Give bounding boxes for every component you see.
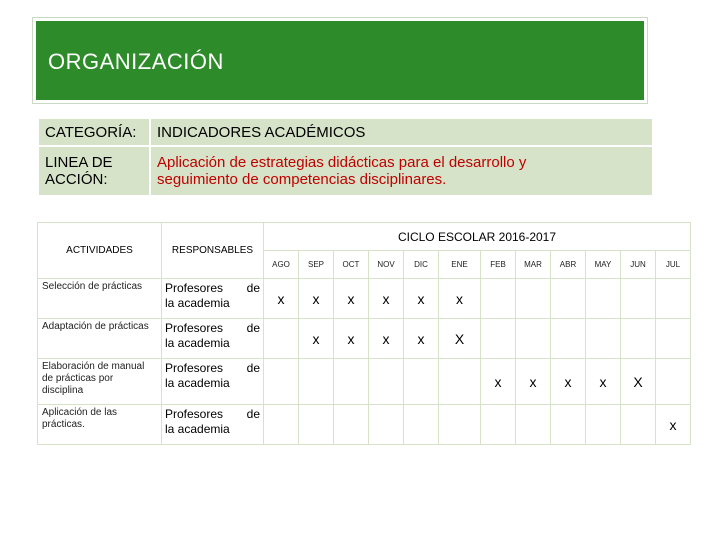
schedule-mark [656,359,691,405]
schedule-mark [551,279,586,319]
schedule-mark [264,359,299,405]
month-header: OCT [334,251,369,279]
responsible-text-a: Profesores [165,361,224,375]
month-header: JUL [656,251,691,279]
responsible-cell [162,405,264,445]
month-header: JUN [621,251,656,279]
responsible-text-c: la academia [165,422,230,436]
schedule-mark [586,319,621,359]
schedule-mark: x [551,359,586,405]
activity-cell: Elaboración de manual de prácticas por disciplina [38,359,162,405]
schedule-mark [439,359,481,405]
schedule-mark [369,359,404,405]
responsible-text-b: de [246,407,260,421]
responsible-cell [162,359,264,405]
schedule-mark [334,405,369,445]
schedule-mark: x [334,279,369,319]
line-label [38,146,150,196]
schedule-mark [621,279,656,319]
schedule-mark: X [439,319,481,359]
category-value: INDICADORES ACADÉMICOS [150,118,653,146]
schedule-mark [334,359,369,405]
month-header: ABR [551,251,586,279]
month-header: FEB [481,251,516,279]
schedule-mark [299,405,334,445]
responsible-text-a: Profesores [165,407,224,421]
month-header: ENE [439,251,481,279]
schedule-mark [551,405,586,445]
table-row [38,319,691,359]
schedule-mark [516,319,551,359]
schedule-mark: x [586,359,621,405]
schedule-mark [516,279,551,319]
schedule-mark [264,319,299,359]
schedule-mark [264,405,299,445]
schedule-mark: x [481,359,516,405]
schedule-mark [656,319,691,359]
page-title: ORGANIZACIÓN [48,49,224,74]
category-table [37,117,654,147]
schedule-mark [404,359,439,405]
schedule-mark [551,319,586,359]
responsible-text-b: de [246,321,260,335]
schedule-mark [481,405,516,445]
schedule-mark [656,279,691,319]
responsible-cell [162,319,264,359]
line-table [37,145,654,197]
month-header: AGO [264,251,299,279]
month-header: DIC [404,251,439,279]
schedule-mark [621,405,656,445]
schedule-mark [481,279,516,319]
line-value-1: Aplicación de estrategias didácticas para el desarrollo y [157,154,527,171]
schedule-table [37,222,691,445]
schedule-mark: x [404,279,439,319]
month-header: NOV [369,251,404,279]
schedule-mark [369,405,404,445]
schedule-mark [621,319,656,359]
line-label-2: ACCIÓN: [45,171,108,188]
schedule-mark [481,319,516,359]
table-row [38,405,691,445]
month-header: SEP [299,251,334,279]
line-value [150,146,653,196]
activity-cell: Selección de prácticas [38,279,162,319]
category-label: CATEGORÍA: [38,118,150,146]
schedule-mark [586,279,621,319]
responsible-text-b: de [246,361,260,375]
schedule-mark: X [621,359,656,405]
line-label-1: LINEA DE [45,154,113,171]
schedule-mark: x [264,279,299,319]
schedule-mark: x [299,279,334,319]
responsible-text-c: la academia [165,376,230,390]
header-responsible: RESPONSABLES [162,223,264,279]
schedule-mark [299,359,334,405]
schedule-mark: x [299,319,334,359]
title-banner [33,18,647,103]
line-value-2: seguimiento de competencias disciplinares. [157,171,447,188]
schedule-mark [439,405,481,445]
month-header: MAY [586,251,621,279]
table-row [38,279,691,319]
responsible-text-b: de [246,281,260,295]
schedule-mark: x [656,405,691,445]
schedule-mark: x [369,279,404,319]
responsible-text-c: la academia [165,296,230,310]
schedule-mark: x [334,319,369,359]
header-cycle: CICLO ESCOLAR 2016-2017 [264,223,691,251]
activity-cell: Aplicación de las prácticas. [38,405,162,445]
header-activities: ACTIVIDADES [38,223,162,279]
responsible-cell [162,279,264,319]
schedule-mark [404,405,439,445]
schedule-mark: x [439,279,481,319]
schedule-mark [586,405,621,445]
schedule-mark [516,405,551,445]
responsible-text-a: Profesores [165,281,224,295]
table-row [38,359,691,405]
activity-cell: Adaptación de prácticas [38,319,162,359]
responsible-text-c: la academia [165,336,230,350]
schedule-mark: x [404,319,439,359]
month-header: MAR [516,251,551,279]
schedule-mark: x [369,319,404,359]
responsible-text-a: Profesores [165,321,224,335]
schedule-mark: x [516,359,551,405]
